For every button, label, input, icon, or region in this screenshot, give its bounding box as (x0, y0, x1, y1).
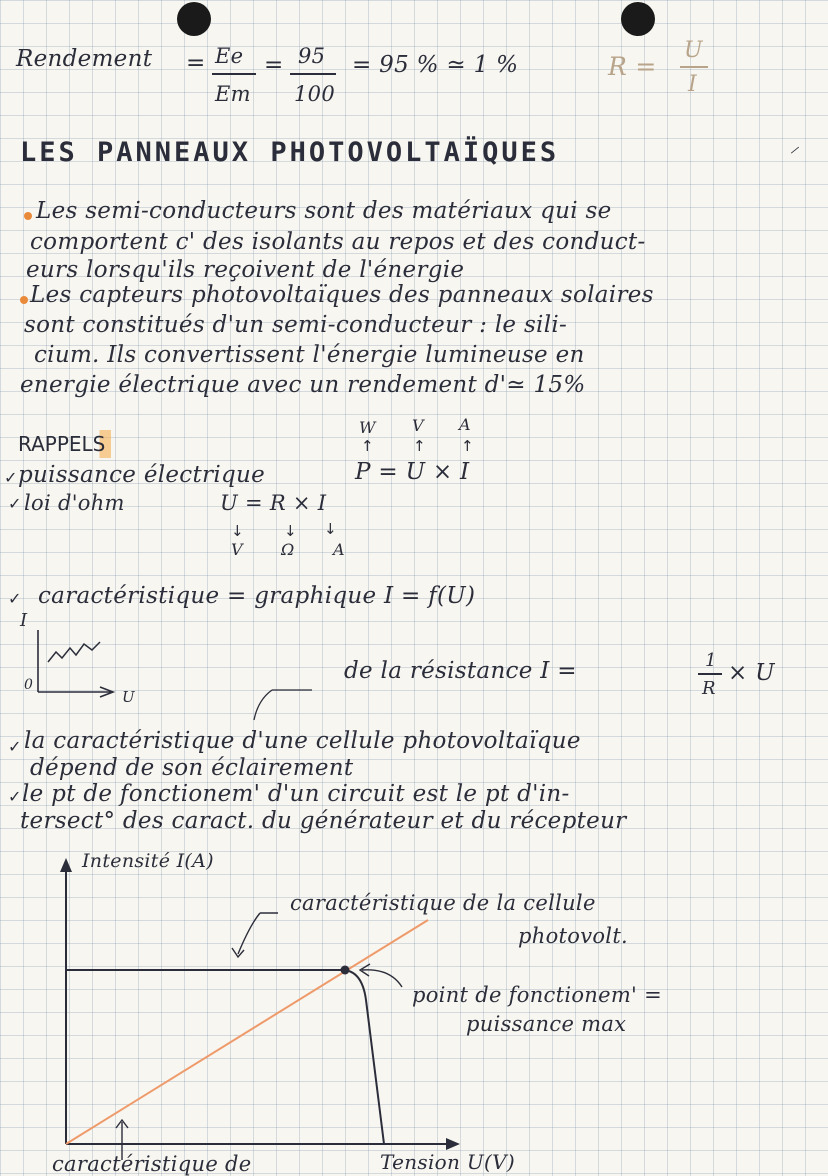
caracteristique-line: caractéristique = graphique I = f(U) (38, 583, 476, 609)
cell-label-line2: photovolt. (518, 924, 629, 948)
equals-sign: = (186, 50, 206, 76)
resistance-denominator: R (702, 678, 716, 699)
note-line: tersect° des caract. du générateur et du récepteur (20, 808, 627, 834)
bottom-label: caractéristique de (52, 1152, 252, 1176)
intro-line: Les semi-conducteurs sont des matériaux qui se (36, 198, 612, 224)
ohm-numerator: U (684, 38, 703, 63)
x-axis-arrow-icon (446, 1138, 460, 1150)
puissance-label: puissance électrique (18, 462, 266, 488)
small-axis-origin: 0 (24, 677, 34, 693)
check-bullet: ✓ (8, 494, 22, 513)
note-line: la caractéristique d'une cellule photovoltaïque (24, 728, 581, 754)
note-line: dépend de son éclairement (30, 755, 354, 781)
annotation-arrow-point (362, 970, 402, 987)
loi-label: loi d'ohm (24, 491, 125, 515)
intro-line: eurs lorsqu'ils reçoivent de l'énergie (26, 257, 465, 283)
check-mark: ⸝ (790, 136, 800, 157)
arrow-up-icon: ↑ (361, 437, 374, 455)
arrow-down-icon: ↓ (284, 522, 297, 540)
ohm-denominator: I (688, 72, 697, 97)
cell-label-line1: caractéristique de la cellule (290, 891, 596, 915)
loi-formula: U = R × I (220, 491, 327, 515)
equals-sign-2: = (264, 52, 284, 78)
rendement-result: = 95 % ≃ 1 % (352, 52, 519, 78)
small-axis-i: I (20, 610, 28, 631)
resistance-tail: × U (728, 660, 775, 686)
intro-line: Les capteurs photovoltaïques des panneaux solaires (30, 282, 654, 308)
x-axis-label: Tension U(V) (380, 1150, 515, 1174)
arrow-down-icon: ↓ (231, 522, 244, 540)
y-axis-label: Intensité I(A) (82, 850, 214, 872)
fraction2-numerator: 95 (298, 44, 326, 68)
page-title: LES PANNEAUX PHOTOVOLTAÏQUES (20, 137, 560, 168)
unit-w: W (359, 418, 376, 437)
check-bullet: ✓ (8, 737, 22, 756)
resistance-caption: de la résistance I = (344, 658, 577, 684)
check-bullet: ✓ (8, 589, 22, 608)
point-label-line2: puissance max (466, 1012, 627, 1036)
intro-line: energie électrique avec un rendement d'≃ 15% (20, 372, 586, 398)
arrow-up-icon: ↑ (461, 437, 474, 455)
intro-line: sont constitués d'un semi-conducteur : le sili- (24, 312, 568, 338)
fraction-denominator: Em (215, 82, 251, 106)
arrow-down-icon: ↓ (324, 520, 337, 538)
annotation-arrow-cell (238, 913, 278, 954)
unit-omega: Ω (281, 540, 295, 559)
unit-v2: V (231, 540, 243, 559)
y-axis-arrow-icon (60, 858, 72, 872)
unit-v: V (412, 416, 424, 435)
note-line: le pt de fonctionem' d'un circuit est le pt d'in- (22, 781, 570, 807)
ohm-r: R = (608, 52, 657, 81)
cell-characteristic (66, 970, 384, 1144)
small-axis-u: U (122, 688, 135, 706)
intro-line: cium. Ils convertissent l'énergie lumineuse en (34, 342, 585, 368)
fraction2-denominator: 100 (294, 82, 335, 106)
check-bullet: ✓ (8, 787, 22, 806)
resistance-line (66, 920, 428, 1144)
unit-a2: A (333, 540, 345, 559)
rendement-label: Rendement (16, 46, 153, 72)
rappels-heading: RAPPELS (16, 430, 111, 458)
unit-a: A (459, 415, 471, 434)
resistance-numerator: 1 (705, 650, 717, 671)
check-bullet: ✓ (4, 468, 18, 487)
intro-line: comportent c' des isolants au repos et des conduct- (30, 229, 646, 255)
arrow-up-icon: ↑ (413, 437, 426, 455)
operating-point (341, 966, 350, 975)
fraction-numerator: Ee (215, 44, 244, 68)
puissance-formula: P = U × I (355, 459, 470, 485)
point-label-line1: point de fonctionem' = (412, 983, 662, 1007)
